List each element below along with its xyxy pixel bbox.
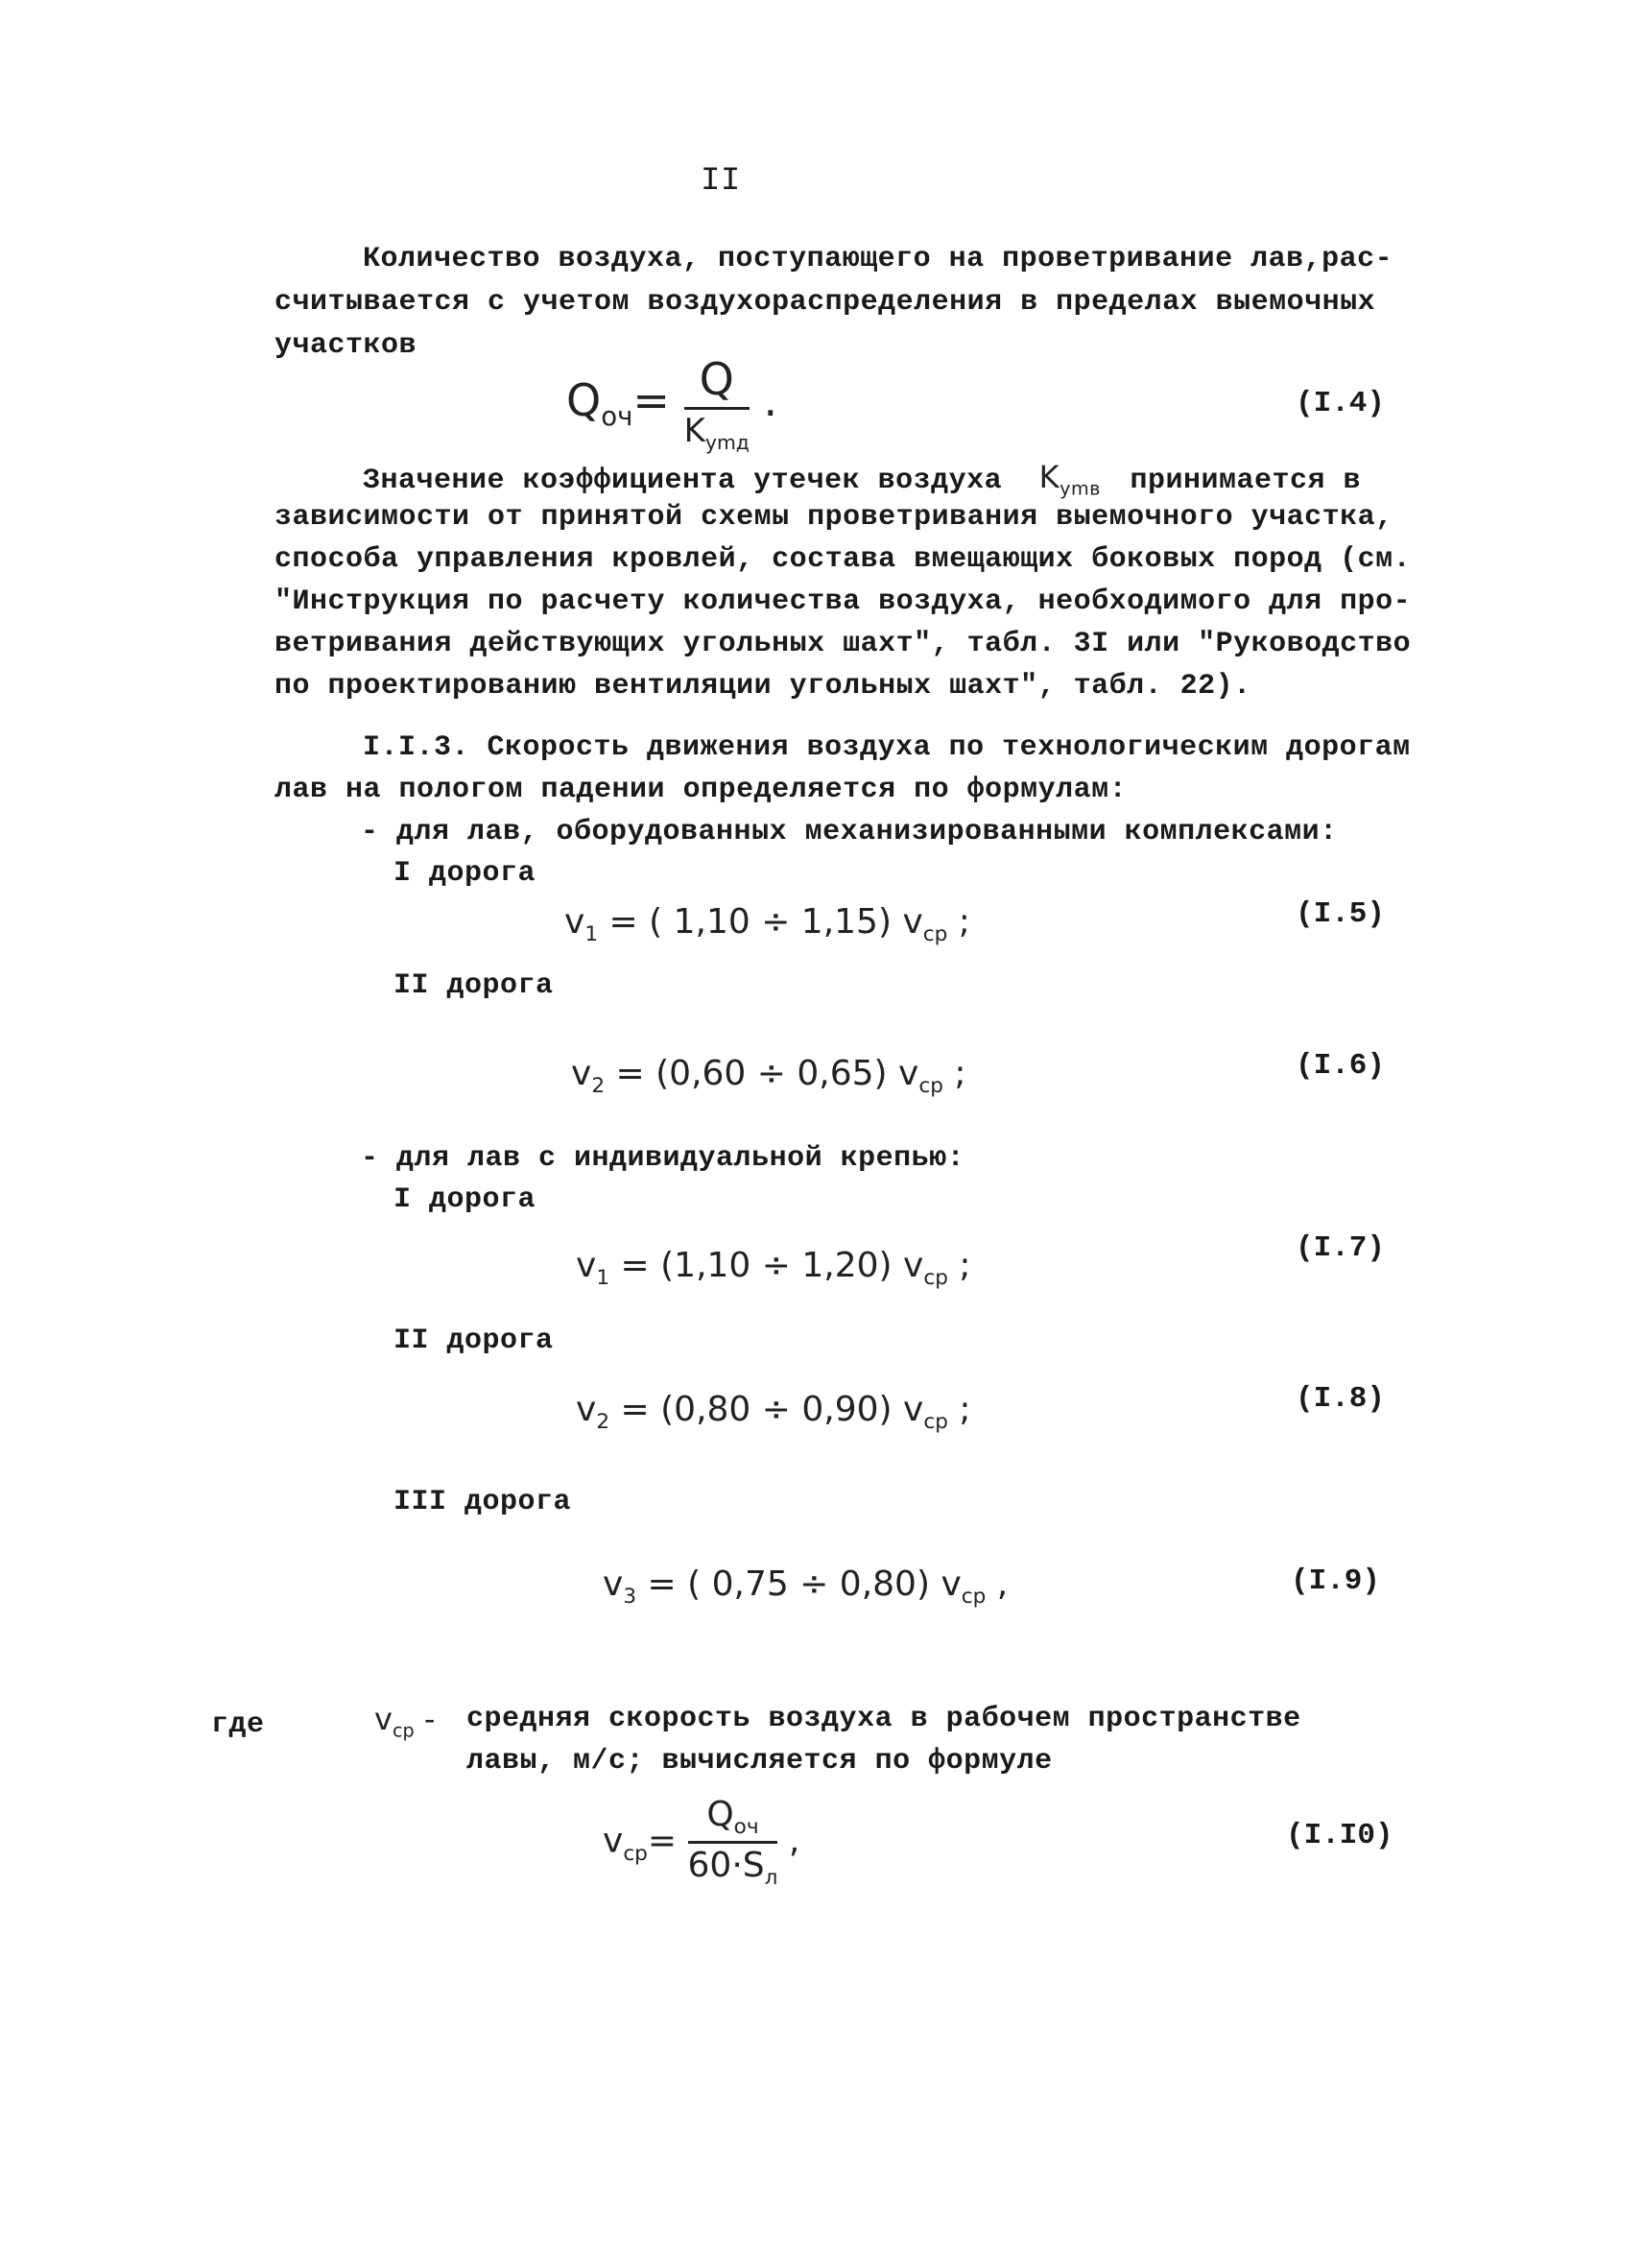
eq110-numerator: $Q_{оч}$ [688, 1795, 778, 1844]
para1-line3: участков [274, 329, 417, 362]
eq16-number: (I.6) [1296, 1049, 1386, 1083]
para1-line2: считывается с учетом воздухораспределения в пределах выемочных [274, 286, 1376, 319]
equation-1-6: $v_2 = (0,60 \div 0,65)$ $v_{ср}$ ; [571, 1054, 966, 1099]
where-line2: лавы, м/с; вычисляется по формуле [466, 1745, 1053, 1778]
road-III-individual: III дорога [393, 1486, 572, 1518]
road-II-individual: II дорога [393, 1325, 554, 1357]
para2-line3: способа управления кровлей, состава вмещающих боковых пород (см. [274, 543, 1412, 576]
road-II-mechanized: II дорога [393, 969, 554, 1002]
para2-line5: ветривания действующих угольных шахт", табл. 3I или "Руководство [274, 628, 1412, 660]
where-label: где [211, 1708, 265, 1741]
eq19-number: (I.9) [1291, 1564, 1381, 1598]
para2-line2: зависимости от принятой схемы проветривания выемочного участка, [274, 501, 1393, 534]
eq14-period: . [763, 373, 778, 426]
eq14-numerator: Q [684, 353, 750, 410]
eq110-denominator: $60\cdot S_л$ [687, 1846, 778, 1891]
equation-1-5: $v_1$ = ( 1,10 ÷ 1,15) $v_{ср}$ ; [564, 902, 970, 947]
eq14-lhs: Q [566, 373, 602, 426]
equation-1-7: $v_1 = (1,10 \div 1,20)$ $v_{ср}$ ; [576, 1246, 971, 1291]
page-number: II [701, 163, 741, 200]
k-leak-symbol: $K_{ymв}$ [1038, 459, 1101, 500]
eq14-denominator: $K_{ymд}$ [683, 412, 750, 454]
para3-line3: - для лав, оборудованных механизированными комплексами: [361, 816, 1338, 848]
v-avg-symbol: $v_{ср}$ - [374, 1701, 436, 1742]
eq110-number: (I.I0) [1286, 1819, 1393, 1852]
equation-1-8: $v_2 = (0,80 \div 0,90)$ $v_{ср}$ ; [576, 1390, 971, 1435]
equation-1-4 [566, 353, 777, 454]
eq18-number: (I.8) [1296, 1382, 1386, 1416]
road-I-mechanized: I дорога [393, 857, 536, 890]
equation-1-10: $v_{ср}=$ $\frac{Q_{оч}}{60\cdot S_л}$ , [603, 1795, 800, 1891]
para2-line1-end: принимается в [1130, 465, 1362, 497]
para1-line1: Количество воздуха, поступающего на проветривание лав,рас- [363, 243, 1393, 275]
eq14-fraction [684, 353, 750, 454]
eq14-equals: = [632, 373, 670, 426]
para2-line4: "Инструкция по расчету количества воздуха, необходимого для про- [274, 585, 1412, 618]
where-line1: средняя скорость воздуха в рабочем пространстве [466, 1703, 1301, 1735]
eq17-number: (I.7) [1296, 1231, 1386, 1265]
eq14-number: (I.4) [1296, 387, 1386, 420]
para2-line6: по проектированию вентиляции угольных шахт", табл. 22). [274, 670, 1251, 703]
eq15-number: (I.5) [1296, 897, 1386, 931]
road-I-individual: I дорога [393, 1183, 536, 1216]
list-individual-support: - для лав с индивидуальной крепью: [361, 1142, 965, 1175]
para2-line1 [363, 459, 1361, 499]
para3-line2: лав на пологом падении определяется по формулам: [274, 774, 1128, 806]
para2-line1-start: Значение коэффициента утечек воздуха [363, 465, 1003, 497]
para3-line1: I.I.3. Скорость движения воздуха по технологическим дорогам [363, 731, 1411, 764]
equation-1-9: $v_3$ = ( 0,75 ÷ 0,80) $v_{ср}$ , [603, 1564, 1009, 1610]
eq110-fraction [688, 1795, 778, 1890]
eq14-lhs-sub: оч [601, 400, 633, 433]
